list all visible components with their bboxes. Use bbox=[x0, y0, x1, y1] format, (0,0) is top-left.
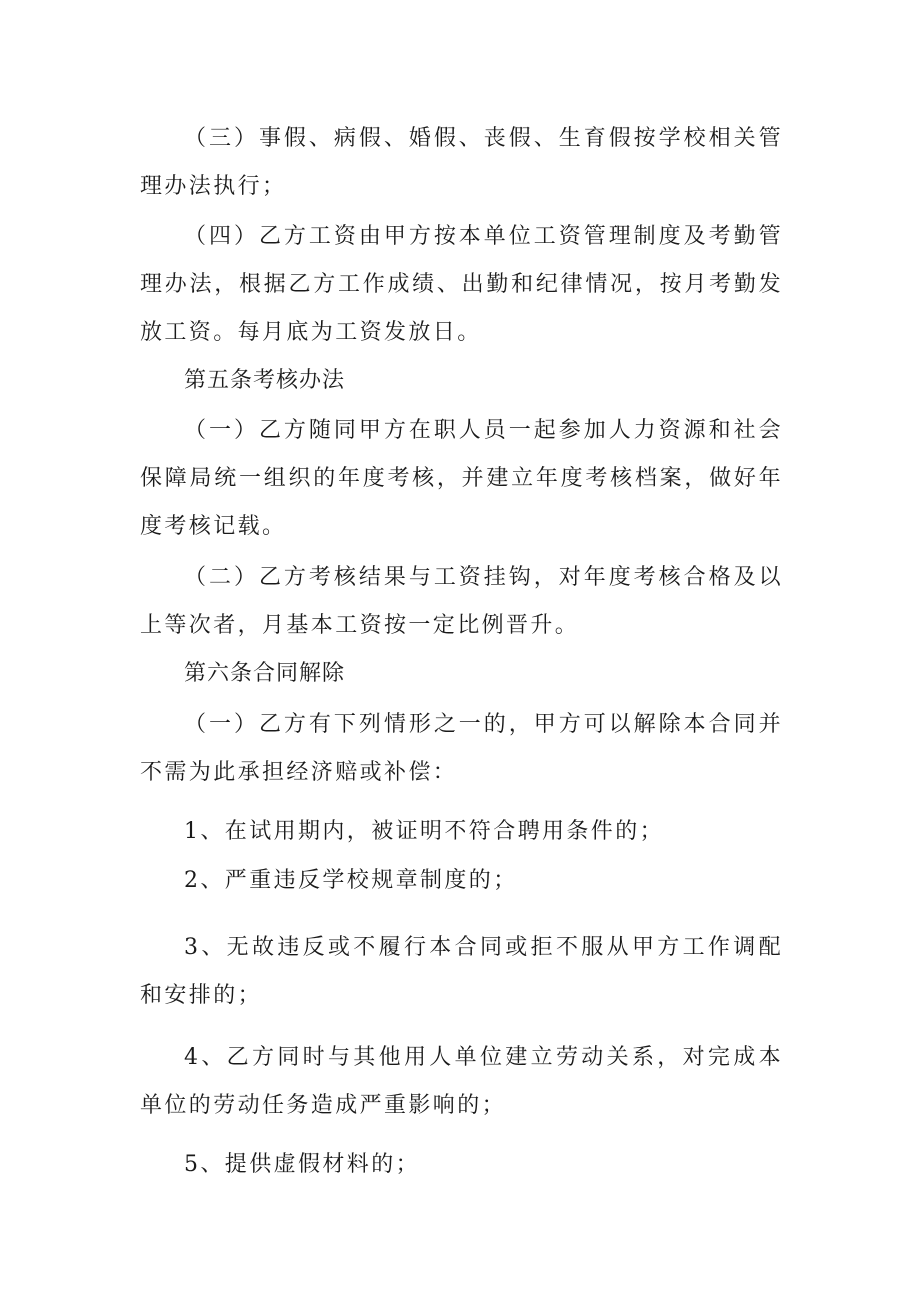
clause-5-heading: 第五条考核办法 bbox=[184, 368, 346, 393]
clause-6-sub-4: 4、乙方同时与其他用人单位建立劳动关系，对完成本单位的劳动任务造成严重影响的； bbox=[140, 1045, 783, 1118]
clause-6-sub-3: 3、无故违反或不履行本合同或拒不服从甲方工作调配和安排的； bbox=[140, 935, 783, 1008]
clause-6-sub-5: 5、提供虚假材料的； bbox=[184, 1152, 420, 1177]
clause-5-item-1: （一）乙方随同甲方在职人员一起参加人力资源和社会保障局统一组织的年度考核，并建立年度考核档案，做好年度考核记载。 bbox=[140, 418, 783, 539]
clause-6-sub-2: 2、严重违反学校规章制度的； bbox=[184, 868, 518, 893]
clause-4-item-3: （三）事假、病假、婚假、丧假、生育假按学校相关管理办法执行； bbox=[140, 126, 783, 199]
clause-5-item-2: （二）乙方考核结果与工资挂钩，对年度考核合格及以上等次者，月基本工资按一定比例晋升。 bbox=[140, 565, 783, 638]
clause-4-item-4: （四）乙方工资由甲方按本单位工资管理制度及考勤管理办法，根据乙方工作成绩、出勤和纪律情况，按月考勤发放工资。每月底为工资发放日。 bbox=[140, 224, 783, 345]
clause-6-sub-1: 1、在试用期内，被证明不符合聘用条件的； bbox=[184, 819, 664, 844]
clause-6-item-1: （一）乙方有下列情形之一的，甲方可以解除本合同并不需为此承担经济赔或补偿： bbox=[140, 712, 783, 785]
clause-6-heading: 第六条合同解除 bbox=[184, 661, 346, 686]
